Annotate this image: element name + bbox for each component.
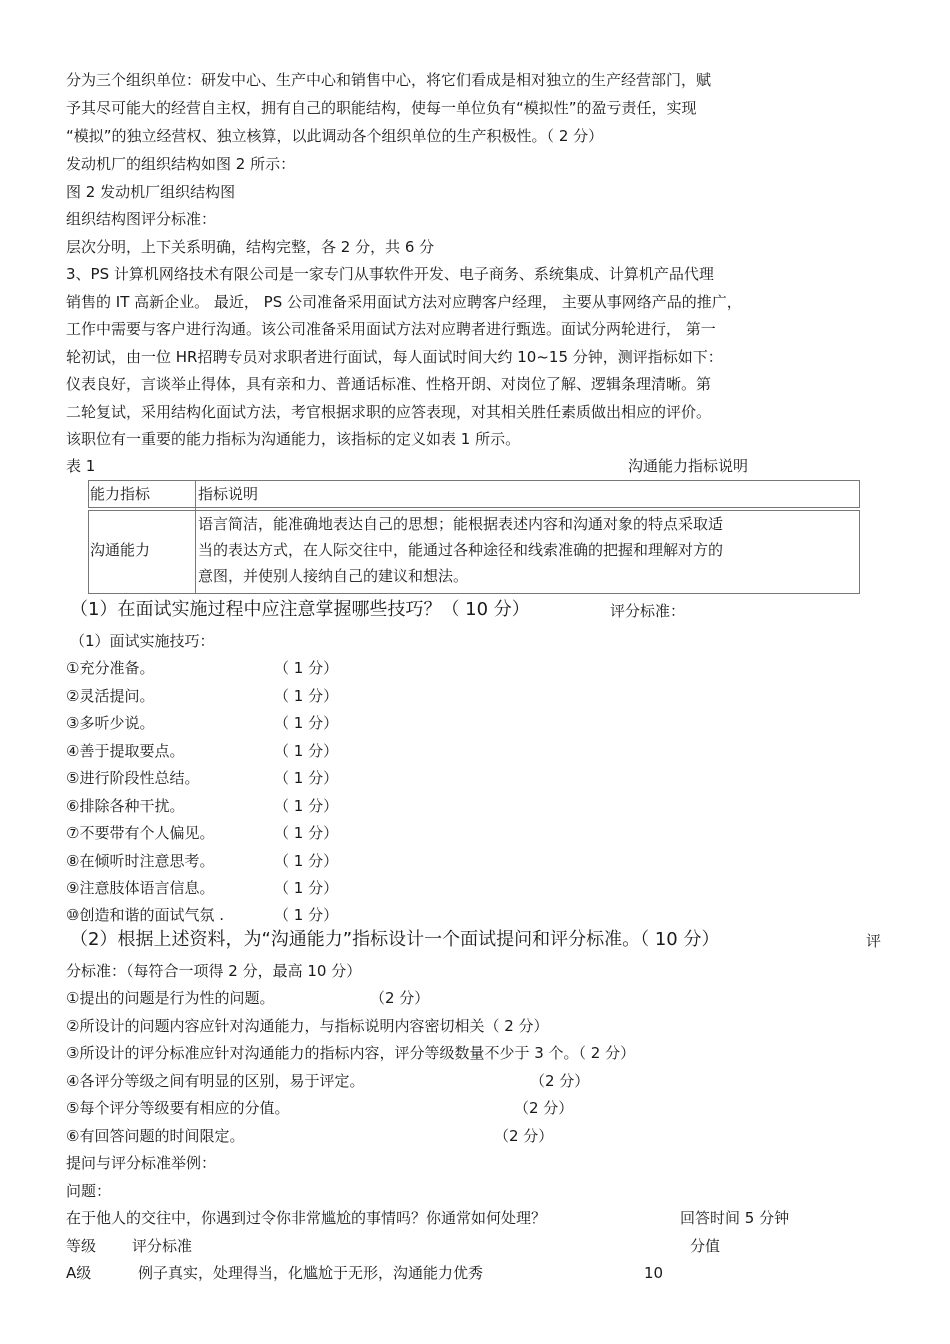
list-item: ④善于提取要点。 [66,742,185,760]
paragraph-line: 予其尽可能大的经营自主权，拥有自己的职能结构，使每一单位负有“模拟性”的盈亏责任，实现 [66,99,697,117]
list-item: ⑩创造和谐的面试气氛 . [66,906,224,924]
list-item-score: （2 分） [514,1099,574,1117]
paragraph-line: 销售的 IT 高新企业。 最近， PS 公司准备采用面试方法对应聘客户经理， 主要从事网络产品的推广， [66,293,742,311]
list-item: ④各评分等级之间有明显的区别，易于评定。 [66,1072,365,1090]
question-1-subtitle: （1）面试实施技巧： [70,632,215,650]
list-item-score: （ 1 分） [274,879,339,897]
list-item-score: （ 1 分） [274,797,339,815]
question-label: 问题： [66,1182,112,1200]
paragraph-line: 3、PS 计算机网络技术有限公司是一家专门从事软件开发、电子商务、系统集成、计算机产品代理 [66,265,714,283]
list-item: ①充分准备。 [66,659,155,677]
table-cell: 沟通能力 [90,541,151,559]
paragraph-line: 工作中需要与客户进行沟通。该公司准备采用面试方法对应聘者进行甄选。面试分两轮进行， 第一 [66,320,716,338]
list-item: ③多听少说。 [66,714,155,732]
list-item: ①提出的问题是行为性的问题。 [66,989,275,1007]
table-cell: 当的表达方式，在人际交往中，能通过各种途径和线索准确的把握和理解对方的 [198,541,724,559]
paragraph-line: 分标准：（每符合一项得 2 分，最高 10 分） [66,962,362,980]
table-header-cell: 能力指标 [90,485,151,503]
list-item-score: （ 1 分） [274,659,339,677]
grade-cell: A级 [66,1264,92,1282]
list-item: ⑥有回答问题的时间限定。 [66,1127,245,1145]
grade-header: 评分标准 [132,1237,193,1255]
question-1-title: （1）在面试实施过程中应注意掌握哪些技巧？（ 10 分） [70,599,530,620]
paragraph-line: 分为三个组织单位：研发中心、生产中心和销售中心，将它们看成是相对独立的生产经营部门，赋 [66,71,712,89]
question-2-tail: 评 [866,932,882,950]
list-item-score: （ 1 分） [274,742,339,760]
table-title: 沟通能力指标说明 [628,457,749,475]
paragraph-line: 层次分明，上下关系明确，结构完整，各 2 分，共 6 分 [66,238,435,256]
table-cell: 意图，并使别人接纳自己的建议和想法。 [198,567,469,585]
paragraph-line: 仪表良好，言谈举止得体，具有亲和力、普通话标准、性格开朗、对岗位了解、逻辑条理清晰。第 [66,375,712,393]
list-item-score: （ 1 分） [274,714,339,732]
question-1-tail: 评分标准： [610,602,686,620]
table-header-cell: 指标说明 [198,485,259,503]
list-item: ⑦不要带有个人偏见。 [66,824,215,842]
list-item: ⑧在倾听时注意思考。 [66,852,215,870]
list-item: ⑤每个评分等级要有相应的分值。 [66,1099,290,1117]
list-item-score: （ 1 分） [274,906,339,924]
paragraph-line: “模拟”的独立经营权、独立核算，以此调动各个组织单位的生产积极性。（ 2 分） [66,127,604,145]
list-item: ⑥排除各种干扰。 [66,797,185,815]
list-item-score: （ 1 分） [274,852,339,870]
grade-header: 分值 [690,1237,721,1255]
list-item-score: （ 1 分） [274,687,339,705]
table-divider [195,480,196,593]
list-item-score: （ 1 分） [274,824,339,842]
grade-header: 等级 [66,1237,97,1255]
example-question: 在于他人的交往中，你遇到过令你非常尴尬的事情吗？你通常如何处理？ [66,1209,547,1227]
figure-caption: 图 2 发动机厂组织结构图 [66,183,236,201]
paragraph-line: 二轮复试，采用结构化面试方法，考官根据求职的应答表现，对其相关胜任素质做出相应的评价。 [66,403,712,421]
list-item: ⑨注意肢体语言信息。 [66,879,215,897]
list-item: ③所设计的评分标准应针对沟通能力的指标内容，评分等级数量不少于 3 个。（ 2 分） [66,1044,636,1062]
paragraph-line: 组织结构图评分标准： [66,210,217,228]
table-cell: 语言简洁，能准确地表达自己的思想；能根据表述内容和沟通对象的特点采取适 [198,515,724,533]
list-item: ②灵活提问。 [66,687,155,705]
list-item-score: （2 分） [370,989,430,1007]
paragraph-line: 发动机厂的组织结构如图 2 所示： [66,155,296,173]
grade-cell: 例子真实，处理得当，化尴尬于无形，沟通能力优秀 [138,1264,484,1282]
question-2-title: （2）根据上述资料，为“沟通能力”指标设计一个面试提问和评分标准。（ 10 分） [70,929,720,950]
list-item: ⑤进行阶段性总结。 [66,769,200,787]
paragraph-line: 轮初试，由一位 HR招聘专员对求职者进行面试，每人面试时间大约 10~15 分钟，测评指标如下： [66,348,723,366]
list-item-score: （2 分） [530,1072,590,1090]
paragraph-line: 该职位有一重要的能力指标为沟通能力，该指标的定义如表 1 所示。 [66,430,521,448]
list-item-score: （2 分） [494,1127,554,1145]
grade-cell: 10 [644,1264,664,1282]
list-item: ②所设计的问题内容应针对沟通能力，与指标说明内容密切相关（ 2 分） [66,1017,549,1035]
example-title: 提问与评分标准举例： [66,1154,217,1172]
table-label: 表 1 [66,457,96,475]
answer-time: 回答时间 5 分钟 [680,1209,790,1227]
list-item-score: （ 1 分） [274,769,339,787]
